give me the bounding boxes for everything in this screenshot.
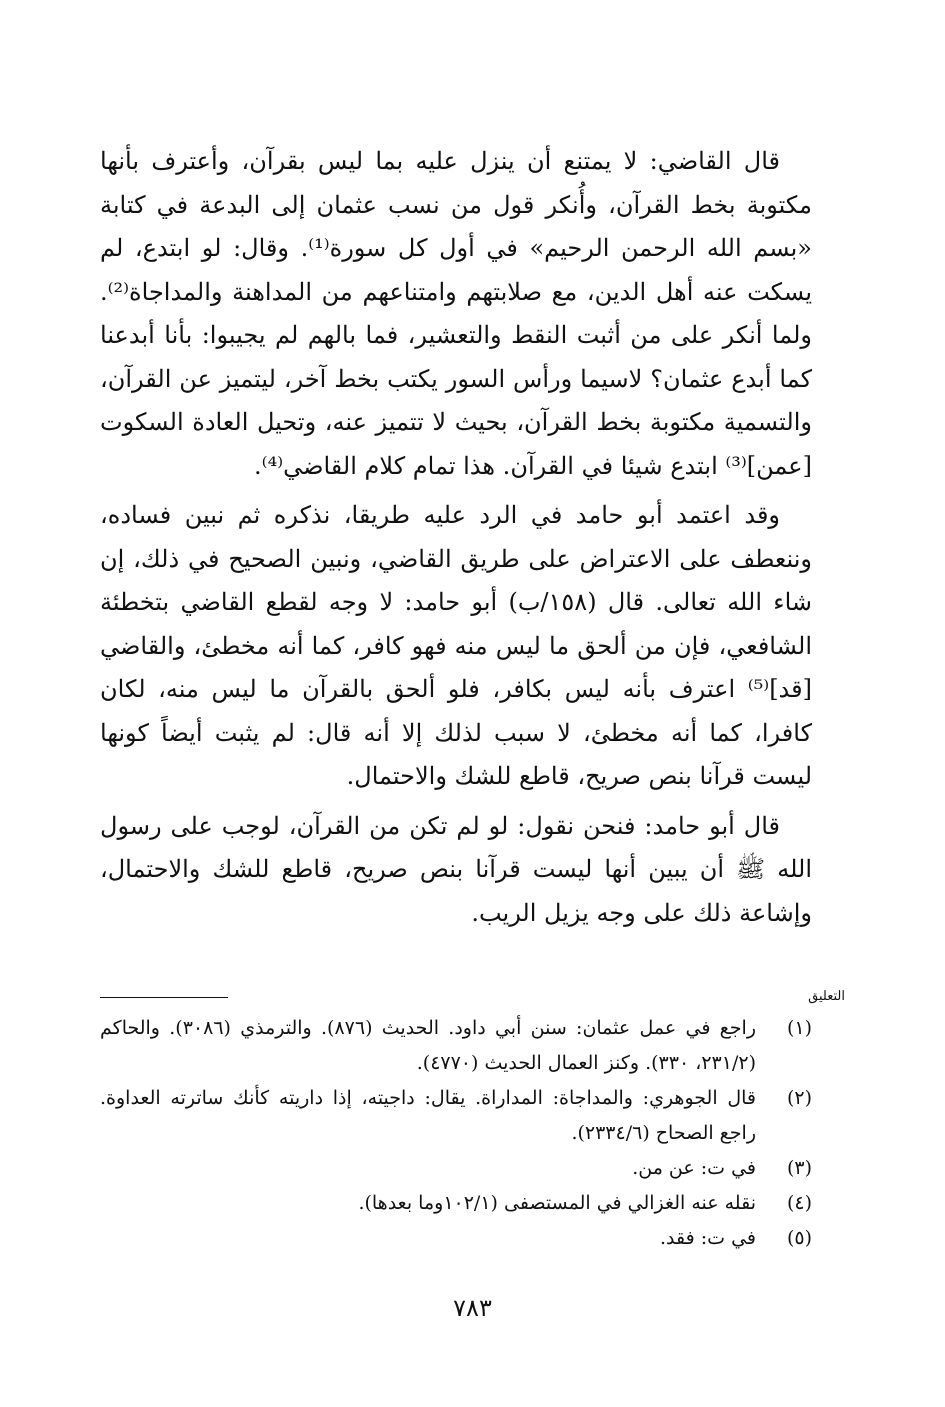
footnote-item <box>100 1186 812 1221</box>
footnote-number: (٣) <box>786 1157 812 1179</box>
main-text <box>100 140 812 935</box>
page-number: ٧٨٣ <box>453 1294 492 1322</box>
footnote-item <box>100 1011 812 1081</box>
footnote-number: (٥) <box>786 1227 812 1249</box>
paragraph-2: وقد اعتمد أبو حامد في الرد عليه طريقا، نذكره ثم نبين فساده، وننعطف على الاعتراض على طريق القاضي، ونبين الصحيح في ذلك، إن شاء الله تعالى. قال (١٥٨/ب) أبو حامد: لا وجه لقطع القاضي بتخطئة الشافعي، فإن من ألحق ما ليس منه فهو كافر، كما أنه مخطئ، والقاضي [قد]⁽⁵⁾ اعترف بأنه ليس بكافر، فلو ألحق بالقرآن ما ليس منه، لكان كافرا، كما أنه مخطئ، لا سبب لذلك إلا أنه قال: لم يثبت أيضاً كونها ليست قرآنا بنص صريح، قاطع للشك والاحتمال. <box>100 501 812 790</box>
footnote-text: نقله عنه الغزالي في المستصفى (١٠٢/١وما بعدها). <box>358 1192 756 1214</box>
footnote-item <box>100 1221 812 1256</box>
footnote-text: راجع في عمل عثمان: سنن أبي داود. الحديث (٨٧٦). والترمذي (٣٠٨٦). والحاكم (٢٣١/٢، ٣٣٠). وكنز العمال الحديث (٤٧٧٠). <box>100 1017 756 1074</box>
footnote-separator <box>100 988 845 1008</box>
footnote-text: في ت: عن من. <box>632 1157 756 1179</box>
footnote-number: (٤) <box>786 1192 812 1214</box>
separator-line <box>100 997 228 998</box>
footnote-text: في ت: فقد. <box>660 1227 756 1249</box>
footnote-item <box>100 1081 812 1151</box>
paragraph-3: قال أبو حامد: فنحن نقول: لو لم تكن من القرآن، لوجب على رسول الله ﷺ أن يبين أنها ليست قرآنا بنص صريح، قاطع للشك والاحتمال، وإشاعة ذلك على وجه يزيل الريب. <box>100 811 812 927</box>
footnote-text: قال الجوهري: والمداجاة: المداراة. يقال: داجيته، إذا داريته كأنك ساترته العداوة. راجع الصحاح (٢٣٣٤/٦). <box>100 1087 756 1144</box>
paragraph-1: قال القاضي: لا يمتنع أن ينزل عليه بما ليس بقرآن، وأعترف بأنها مكتوبة بخط القرآن، وأُنكر قول من نسب عثمان إلى البدعة في كتابة «بسم الله الرحمن الرحيم» في أول كل سورة⁽¹⁾. وقال: لو ابتدع، لم يسكت عنه أهل الدين، مع صلابتهم وامتناعهم من المداهنة والمداجاة⁽²⁾. ولما أنكر على من أثبت النقط والتعشير، فما بالهم لم يجيبوا: بأنا أبدعنا كما أبدع عثمان؟ لاسيما ورأس السور يكتب بخط آخر، ليتميز عن القرآن، والتسمية مكتوبة بخط القرآن، بحيث لا تتميز عنه، وتحيل العادة السكوت [عمن]⁽³⁾ ابتدع شيئا في القرآن. هذا تمام كلام القاضي⁽⁴⁾. <box>100 147 812 480</box>
footnote-number: (٢) <box>786 1087 812 1109</box>
footnotes <box>100 1011 812 1256</box>
footnote-item <box>100 1151 812 1186</box>
footnote-number: (١) <box>786 1017 812 1039</box>
footnote-label: التعليق <box>808 989 845 1004</box>
